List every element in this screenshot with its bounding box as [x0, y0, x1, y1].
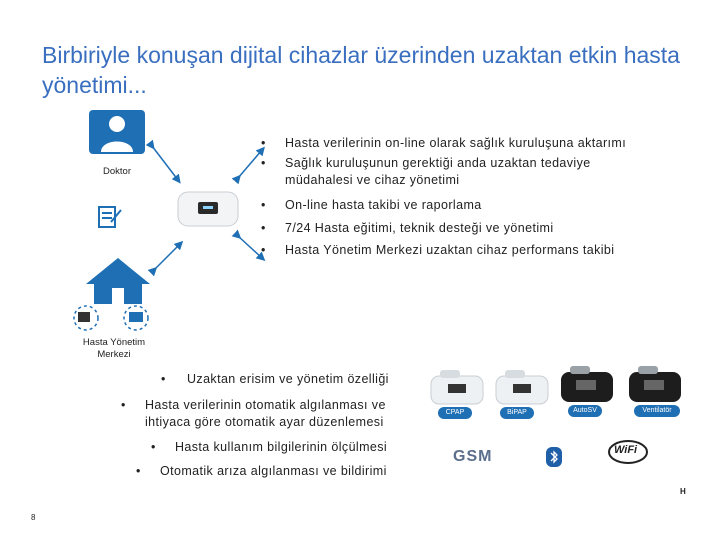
bottom-bullet-3: • Hasta kullanım bilgilerinin ölçülmesi [151, 440, 388, 454]
device-label-ventilator: Ventilatör [634, 405, 680, 417]
top-bullet-3: • On-line hasta takibi ve raporlama [261, 198, 482, 212]
top-bullet-2: • Sağlık kuruluşunun gerektiği anda uzaktan tedaviye müdahalesi ve cihaz yönetimi [261, 156, 591, 187]
bluetooth-icon [543, 446, 565, 468]
center-label-line1: Hasta Yönetim [82, 337, 146, 348]
top-bullet-1: • Hasta verilerinin on-line olarak sağlık kuruluşuna aktarımı [261, 136, 627, 150]
doktor-label: Doktor [103, 166, 131, 177]
device-label-cpap: CPAP [438, 407, 472, 419]
bottom-bullet-4: • Otomatik arıza algılanması ve bildirimi [136, 464, 387, 478]
page-title: Birbiriyle konuşan dijital cihazlar üzerinden uzaktan etkin hasta yönetimi... [42, 42, 680, 98]
top-bullet-5: • Hasta Yönetim Merkezi uzaktan cihaz performans takibi [261, 243, 615, 257]
device-bipap [493, 364, 551, 406]
wifi-logo: WiFi [608, 440, 648, 464]
center-label-line2: Merkezi [97, 349, 131, 360]
bottom-bullet-2: • Hasta verilerinin otomatik algılanması ve ihtiyaca göre otomatik ayar düzenlemesi [121, 398, 386, 429]
gsm-logo: GSM [453, 448, 493, 465]
device-cpap [428, 364, 486, 406]
device-ventilator [626, 362, 684, 404]
device-label-bipap: BiPAP [500, 407, 534, 419]
top-bullet-4: • 7/24 Hasta eğitimi, teknik desteği ve yönetimi [261, 221, 554, 235]
corner-mark: H [680, 487, 686, 496]
device-label-autosv: AutoSV [568, 405, 602, 417]
device-icon [176, 186, 240, 230]
device-autosv [558, 362, 616, 404]
bottom-bullet-1: • Uzaktan erisim ve yönetim özelliği [161, 372, 389, 386]
page-number: 8 [31, 513, 36, 522]
